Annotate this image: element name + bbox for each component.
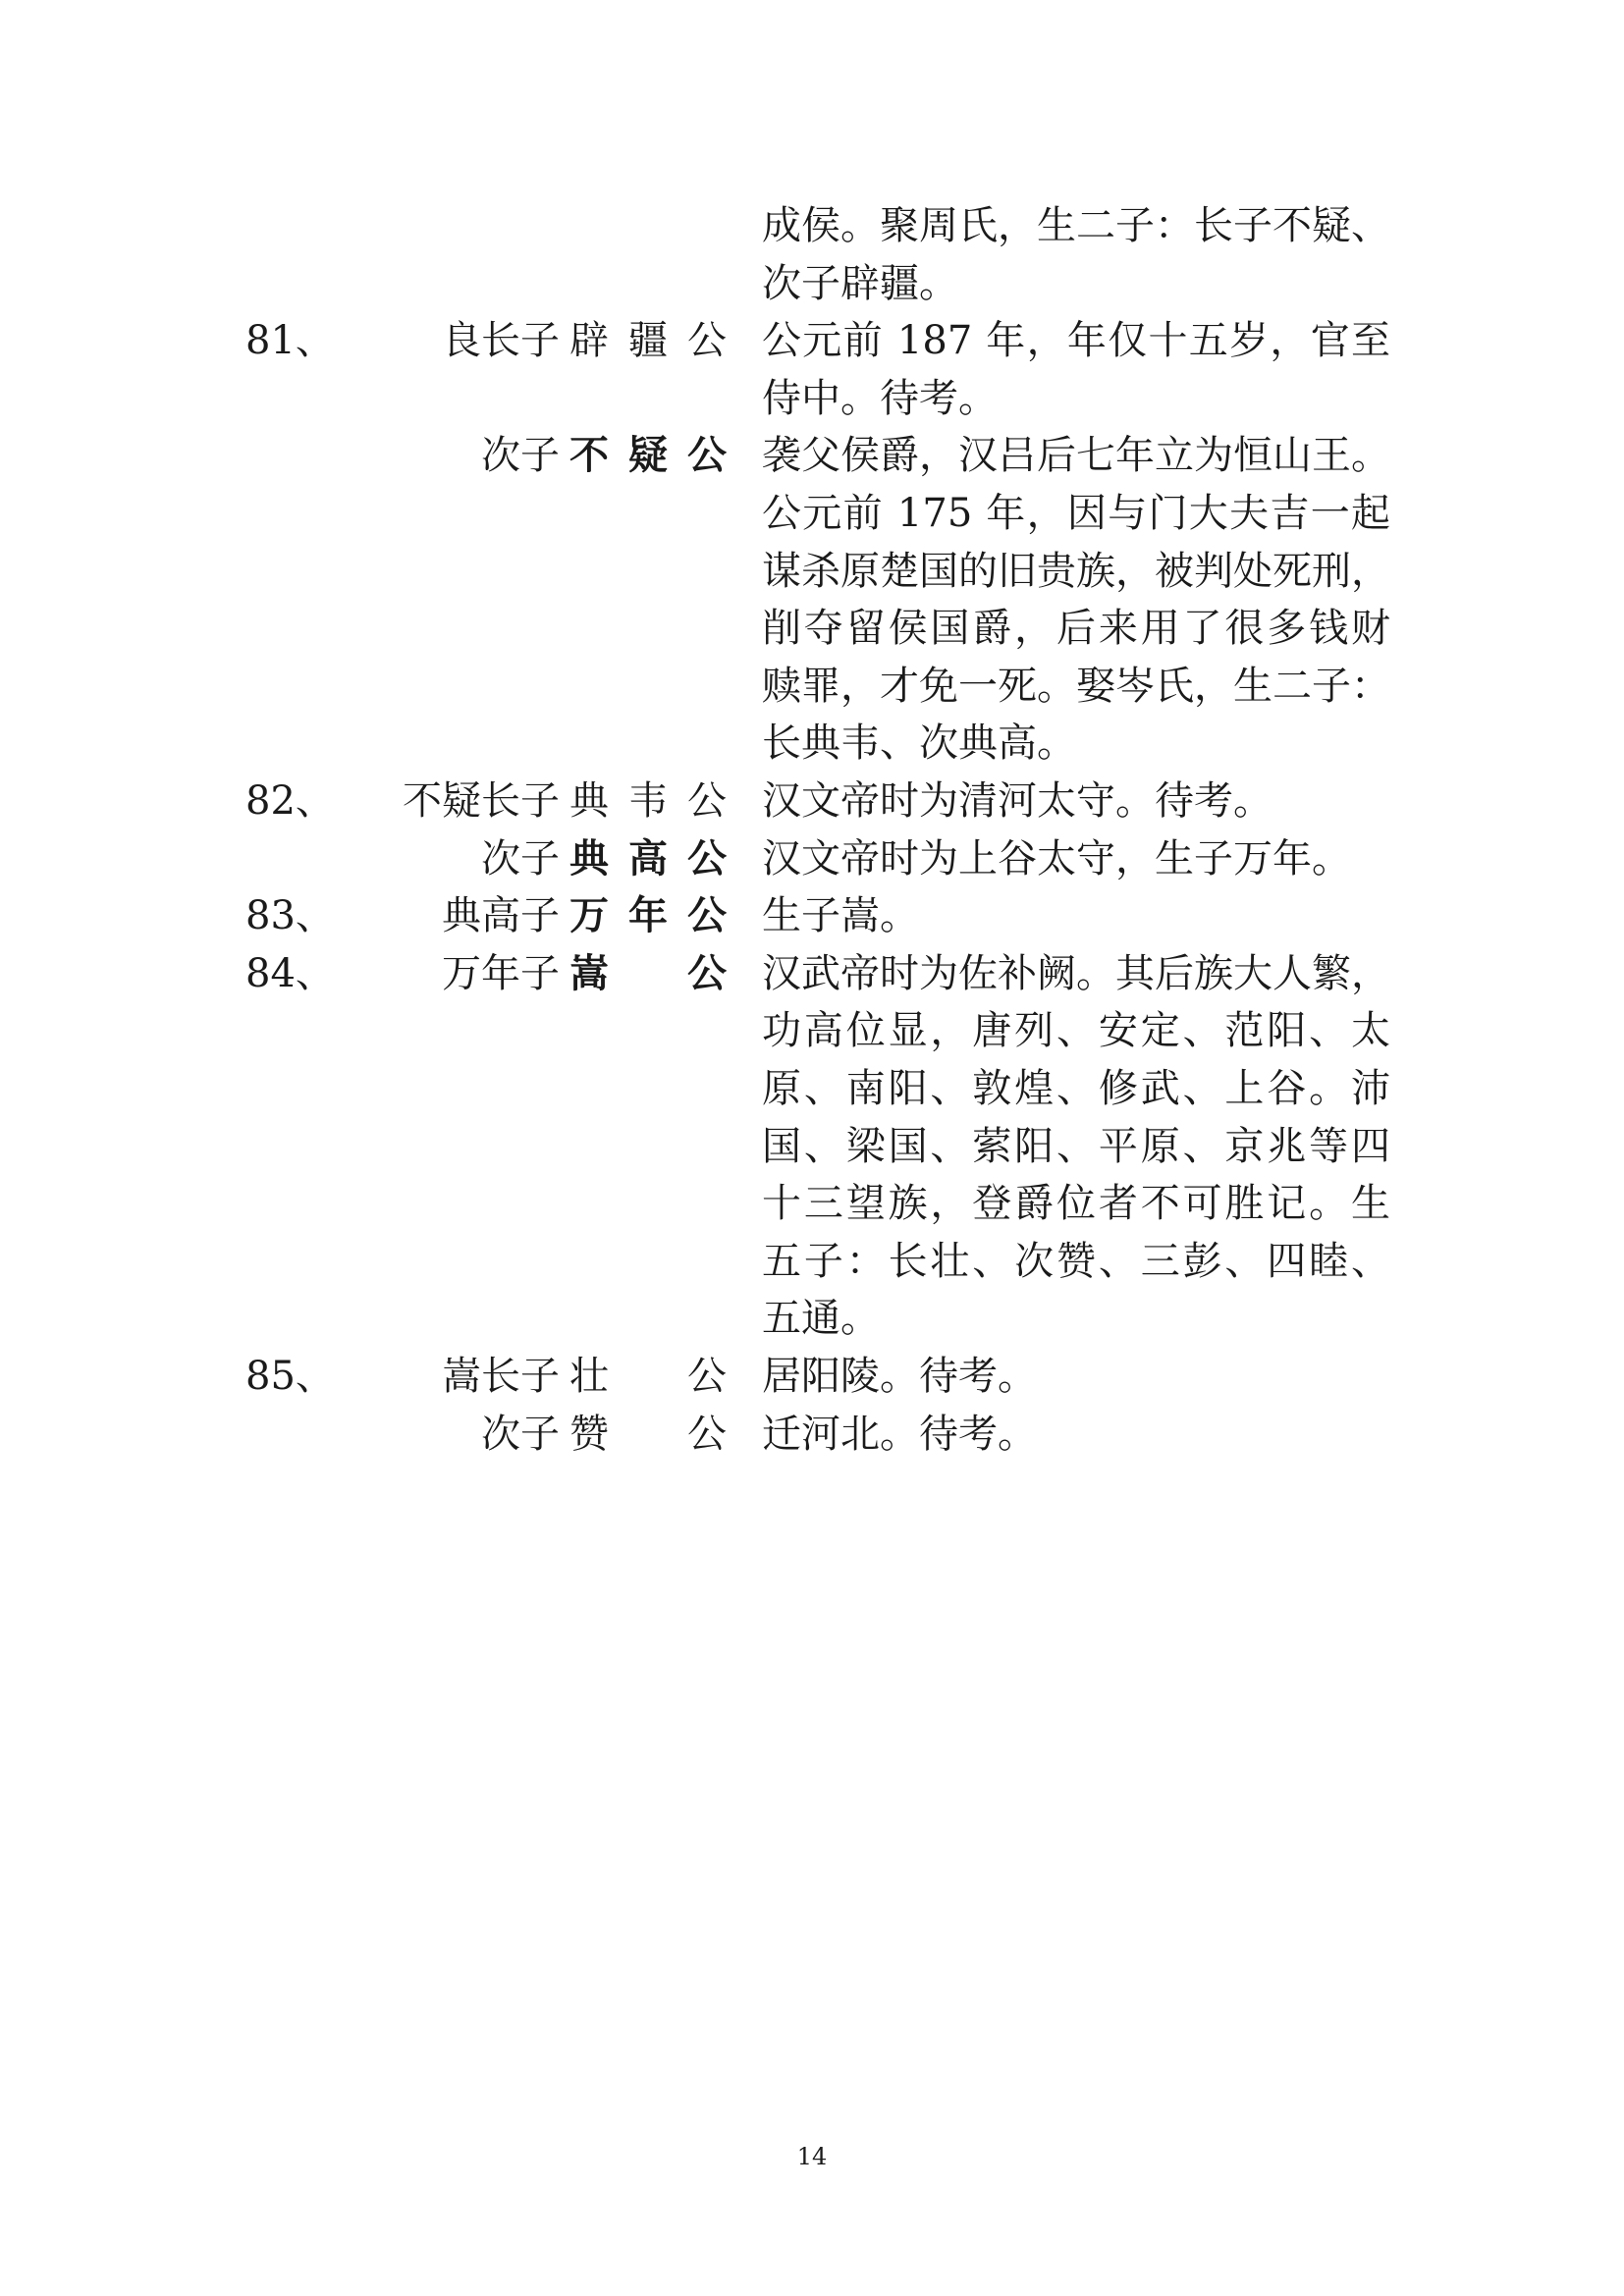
biography-text: 汉武帝时为佐补阙。其后族大人繁， <box>762 950 1390 996</box>
biography-text: 五子：长壮、次赞、三彭、四睦、 <box>762 1238 1390 1284</box>
biography-text: 公元前 187 年，年仅十五岁，官至 <box>762 318 1390 364</box>
generation-number: 82、 <box>245 778 335 824</box>
generation-number: 81、 <box>245 318 335 364</box>
generation-number: 85、 <box>245 1354 335 1399</box>
biography-text: 削夺留侯国爵，后来用了很多钱财 <box>762 606 1390 652</box>
person-name: 壮 公 <box>569 1354 727 1399</box>
relation-label: 不疑长子 <box>403 778 560 824</box>
genealogy-line <box>0 1391 1624 1477</box>
person-name: 嵩 公 <box>569 950 727 996</box>
relation-label: 良长子 <box>442 318 560 364</box>
biography-text: 原、南阳、敦煌、修武、上谷。沛 <box>762 1066 1390 1111</box>
biography-text: 袭父侯爵，汉吕后七年立为恒山王。 <box>762 433 1390 479</box>
relation-label: 嵩长子 <box>442 1354 560 1399</box>
relation-label: 次子 <box>481 835 560 881</box>
biography-text: 侍中。待考。 <box>762 375 998 421</box>
biography-text: 五通。 <box>762 1296 880 1342</box>
person-name: 典高公 <box>569 835 727 881</box>
relation-label: 次子 <box>481 1411 560 1457</box>
person-name: 赞 公 <box>569 1411 727 1457</box>
page-number: 14 <box>796 2143 828 2170</box>
biography-text: 汉文帝时为上谷太守，生子万年。 <box>762 835 1351 881</box>
biography-text: 次子辟疆。 <box>762 260 958 306</box>
biography-text: 赎罪，才免一死。娶岑氏，生二子： <box>762 663 1390 709</box>
person-name: 万年公 <box>569 893 727 939</box>
person-name: 辟疆公 <box>569 318 727 364</box>
biography-text: 十三望族，登爵位者不可胜记。生 <box>762 1181 1390 1227</box>
biography-text: 国、梁国、萦阳、平原、京兆等四 <box>762 1123 1390 1169</box>
biography-text: 迁河北。待考。 <box>762 1411 1037 1457</box>
biography-text: 汉文帝时为清河太守。待考。 <box>762 778 1272 824</box>
biography-text: 长典韦、次典高。 <box>762 721 1076 767</box>
biography-text: 功高位显，唐列、安定、范阳、太 <box>762 1008 1390 1054</box>
relation-label: 次子 <box>481 433 560 479</box>
biography-text: 成侯。聚周氏，生二子：长子不疑、 <box>762 203 1390 248</box>
generation-number: 83、 <box>245 893 335 939</box>
person-name: 不疑公 <box>569 433 727 479</box>
relation-label: 万年子 <box>442 950 560 996</box>
relation-label: 典高子 <box>442 893 560 939</box>
generation-number: 84、 <box>245 950 335 996</box>
person-name: 典韦公 <box>569 778 727 824</box>
biography-text: 谋杀原楚国的旧贵族，被判处死刑， <box>762 548 1390 594</box>
biography-text: 生子嵩。 <box>762 893 919 939</box>
biography-text: 公元前 175 年，因与门大夫吉一起 <box>762 491 1390 536</box>
biography-text: 居阳陵。待考。 <box>762 1354 1037 1399</box>
